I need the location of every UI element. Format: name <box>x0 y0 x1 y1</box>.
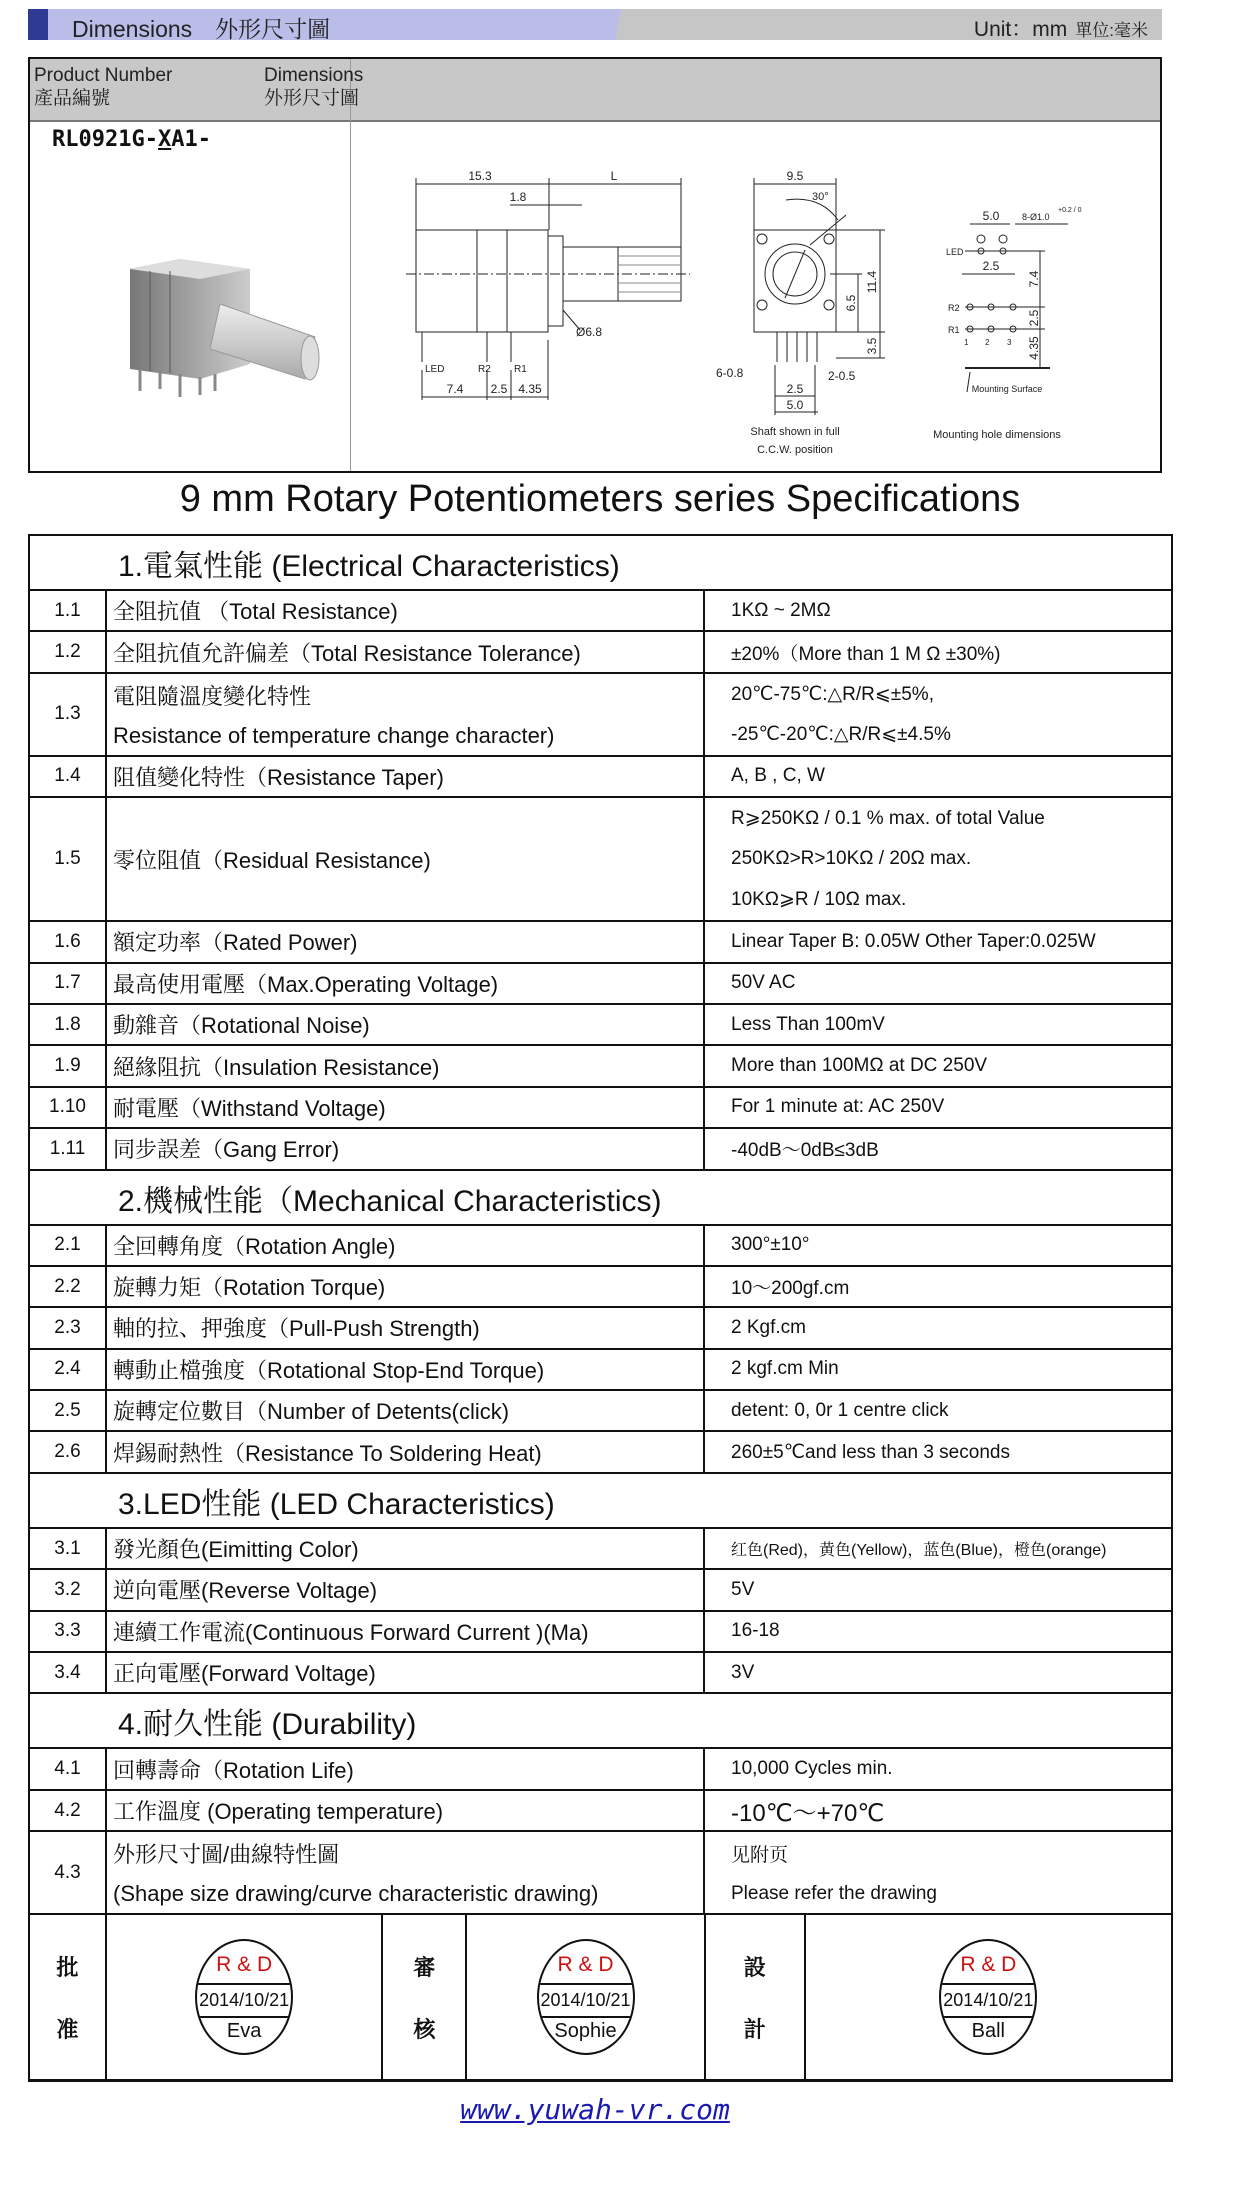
spec-number: 1.1 <box>30 591 107 630</box>
spec-number: 4.1 <box>30 1749 107 1788</box>
spec-value <box>705 798 1171 920</box>
spec-item <box>107 1570 705 1609</box>
spec-value <box>705 591 1171 630</box>
spec-number: 2.5 <box>30 1391 107 1430</box>
hole-dia-label: 8-Ø1.0 <box>1022 212 1050 222</box>
spec-item-label: 同步誤差（Gang Error) <box>113 1137 340 1163</box>
header-accent-square <box>28 9 48 40</box>
spec-value <box>705 1350 1171 1389</box>
dim-2-0-5: 2-0.5 <box>828 369 856 383</box>
spec-item-label: 阻值變化特性（Resistance Taper) <box>113 764 444 790</box>
pin-led-label: LED <box>425 364 445 375</box>
spec-item-label: 連續工作電流(Continuous Forward Current )(Ma) <box>113 1619 589 1645</box>
spec-row <box>30 922 1171 963</box>
spec-item-label: 逆向電壓(Reverse Voltage) <box>113 1578 378 1604</box>
spec-number: 3.2 <box>30 1570 107 1609</box>
page-title: 9 mm Rotary Potentiometers series Specifications <box>179 478 1021 520</box>
spec-item <box>107 1791 705 1830</box>
signature-label-top: 批 <box>56 1954 79 1980</box>
spec-row <box>30 1308 1171 1349</box>
pn-part: RL0921G- <box>52 127 158 152</box>
spec-item <box>107 1529 705 1568</box>
front-caption-1: Shaft shown in full <box>750 426 840 438</box>
spec-item <box>107 1832 705 1913</box>
spec-number: 1.3 <box>30 674 107 755</box>
spec-value-text: 1KΩ ~ 2MΩ <box>731 599 831 621</box>
spec-value-text: 红色(Red)，黄色(Yellow)，蓝色(Blue)，橙色(orange) <box>731 1542 1107 1560</box>
spec-number: 4.3 <box>30 1832 107 1913</box>
spec-value-text: 见附页 <box>731 1845 789 1867</box>
spec-item-label: 焊錫耐熱性（Resistance To Soldering Heat) <box>113 1440 542 1466</box>
spec-row <box>30 1529 1171 1570</box>
signature-label <box>706 1915 806 2079</box>
spec-value <box>705 1088 1171 1127</box>
spec-value-text: ±20%（More than 1 M Ω ±30%) <box>731 643 1001 665</box>
spec-number: 1.5 <box>30 798 107 920</box>
mounting-caption: Mounting hole dimensions <box>933 429 1061 441</box>
spec-row <box>30 1005 1171 1046</box>
spec-value-text: Please refer the drawing <box>731 1883 937 1905</box>
spec-value <box>705 1612 1171 1651</box>
dim-11-4: 11.4 <box>865 270 879 294</box>
spec-value <box>705 922 1171 961</box>
spec-value-text: 10,000 Cycles min. <box>731 1758 893 1780</box>
hole-dim-5-0: 5.0 <box>982 209 1000 223</box>
spec-row <box>30 798 1171 922</box>
header-unit <box>974 13 1148 43</box>
hole-dim-4-35: 4.35 <box>1027 336 1041 360</box>
spec-value-text: Less Than 100mV <box>731 1013 885 1035</box>
spec-row <box>30 1832 1171 1915</box>
spec-number: 2.1 <box>30 1226 107 1265</box>
spec-row <box>30 1088 1171 1129</box>
unit-label-cn: 單位:毫米 <box>1075 21 1148 40</box>
spec-item-label: 外形尺寸圖/曲線特性圖 <box>113 1842 340 1868</box>
spec-item-label: 全回轉角度（Rotation Angle) <box>113 1233 396 1259</box>
spec-item <box>107 1653 705 1692</box>
spec-item-label: 零位阻值（Residual Resistance) <box>113 847 431 873</box>
spec-value <box>705 1432 1171 1471</box>
spec-item <box>107 1226 705 1265</box>
spec-number: 1.4 <box>30 757 107 796</box>
stamp-date: 2014/10/21 <box>943 1990 1034 2011</box>
spec-value-text: -40dB～0dB≤3dB <box>731 1140 879 1162</box>
spec-number: 2.3 <box>30 1308 107 1347</box>
spec-item <box>107 1046 705 1085</box>
spec-row <box>30 1046 1171 1087</box>
spec-number: 1.2 <box>30 632 107 671</box>
spec-item-label: 工作溫度 (Operating temperature) <box>113 1799 444 1824</box>
signature-row <box>30 1915 1171 2082</box>
spec-item <box>107 1088 705 1127</box>
dimensions-header <box>264 64 363 110</box>
spec-value-text: 5V <box>731 1578 755 1600</box>
hole-tolerance: +0.2 / 0 <box>1058 207 1082 214</box>
spec-value <box>705 1129 1171 1168</box>
stamp-name: Sophie <box>539 2016 633 2053</box>
spec-item-label: 全阻抗值 （Total Resistance) <box>113 599 398 625</box>
spec-value <box>705 964 1171 1003</box>
spec-item-label: 正向電壓(Forward Voltage) <box>113 1661 376 1687</box>
spec-item-label: 額定功率（Rated Power) <box>113 930 358 956</box>
spec-item <box>107 1129 705 1168</box>
spec-row <box>30 1226 1171 1267</box>
spec-row <box>30 591 1171 632</box>
spec-item-label: 發光顏色(Eimitting Color) <box>113 1537 359 1563</box>
dimensions-table-header <box>30 59 1160 122</box>
spec-number: 2.4 <box>30 1350 107 1389</box>
spec-value-text: R⩾250KΩ / 0.1 % max. of total Value <box>731 808 1045 830</box>
spec-number: 1.7 <box>30 964 107 1003</box>
spec-item <box>107 591 705 630</box>
dim-L: L <box>610 169 618 183</box>
product-number-header <box>34 64 172 110</box>
section-header: 2.機械性能（Mechanical Characteristics) <box>30 1171 1171 1226</box>
stamp-department: R & D <box>197 1941 291 1985</box>
hole-r1-label: R1 <box>948 325 960 335</box>
spec-row <box>30 1432 1171 1473</box>
dim-15-3: 15.3 <box>468 169 492 183</box>
spec-item-label: 旋轉力矩（Rotation Torque) <box>113 1275 386 1301</box>
spec-value <box>705 1791 1171 1830</box>
spec-item <box>107 632 705 671</box>
spec-value-text: 50V AC <box>731 972 796 994</box>
spec-number: 1.8 <box>30 1005 107 1044</box>
spec-row <box>30 674 1171 757</box>
side-view <box>406 169 690 400</box>
spec-row <box>30 1749 1171 1790</box>
section-header: 1.電氣性能 (Electrical Characteristics) <box>30 536 1171 591</box>
approval-stamp <box>939 1939 1037 2055</box>
spec-item <box>107 798 705 920</box>
spec-value <box>705 1046 1171 1085</box>
stamp-date: 2014/10/21 <box>199 1990 290 2011</box>
hole-dim-2-5-v: 2.5 <box>1027 309 1041 327</box>
signature-label-top: 審 <box>413 1954 436 1980</box>
spec-value-text: 2 Kgf.cm <box>731 1316 806 1338</box>
spec-item <box>107 1391 705 1430</box>
website-link[interactable]: www.yuwah-vr.com <box>460 2093 730 2126</box>
spec-item-label: Resistance of temperature change character) <box>113 722 555 748</box>
product-number <box>52 127 211 152</box>
spec-item <box>107 1005 705 1044</box>
spec-number: 1.11 <box>30 1129 107 1168</box>
spec-row <box>30 757 1171 798</box>
product-photo <box>90 249 330 399</box>
hole-num-2: 2 <box>985 338 990 347</box>
spec-value <box>705 1267 1171 1306</box>
spec-item-label: 絕緣阻抗（Insulation Resistance) <box>113 1054 440 1080</box>
spec-number: 3.4 <box>30 1653 107 1692</box>
section-header: 3.LED性能 (LED Characteristics) <box>30 1474 1171 1529</box>
spec-value-text: 250KΩ>R>10KΩ / 20Ω max. <box>731 848 972 870</box>
signature-label-bottom: 計 <box>743 2016 766 2042</box>
dimension-drawing <box>349 118 1162 470</box>
signature-cell <box>806 1915 1171 2079</box>
signature-label-bottom: 核 <box>413 2016 436 2042</box>
spec-item <box>107 757 705 796</box>
spec-item-label: 軸的拉、押強度（Pull-Push Strength) <box>113 1316 480 1342</box>
spec-item <box>107 1308 705 1347</box>
spec-value <box>705 757 1171 796</box>
spec-value <box>705 632 1171 671</box>
dim-pin-5-0: 5.0 <box>786 398 804 412</box>
hole-num-1: 1 <box>964 338 969 347</box>
spec-number: 1.6 <box>30 922 107 961</box>
spec-value-text: 10～200gf.cm <box>731 1278 850 1300</box>
spec-row <box>30 1791 1171 1832</box>
stamp-department: R & D <box>941 1941 1035 1985</box>
signature-cell <box>467 1915 706 2079</box>
header-cn: 外形尺寸圖 <box>264 88 360 109</box>
section-header: 4.耐久性能 (Durability) <box>30 1694 1171 1749</box>
spec-value-text: detent: 0, 0r 1 centre click <box>731 1399 949 1421</box>
spec-value <box>705 1005 1171 1044</box>
spec-row <box>30 1391 1171 1432</box>
spec-item <box>107 674 705 755</box>
spec-number: 2.6 <box>30 1432 107 1471</box>
spec-value <box>705 1570 1171 1609</box>
dim-6-5: 6.5 <box>844 294 858 312</box>
pin-r2-label: R2 <box>478 364 491 375</box>
spec-value-text: 2 kgf.cm Min <box>731 1358 839 1380</box>
spec-item-label: 回轉壽命（Rotation Life) <box>113 1757 354 1783</box>
approval-stamp <box>195 1939 293 2055</box>
dim-9-5: 9.5 <box>786 169 804 183</box>
spec-item-label: 動雜音（Rotational Noise) <box>113 1013 370 1039</box>
spec-row <box>30 1570 1171 1611</box>
spec-value-text: A, B , C, W <box>731 765 825 787</box>
dim-shaft-dia: Ø6.8 <box>576 325 603 339</box>
spec-value <box>705 1832 1171 1913</box>
spec-value <box>705 1749 1171 1788</box>
pn-part: A1- <box>171 127 211 152</box>
signature-cell <box>107 1915 384 2079</box>
stamp-department: R & D <box>539 1941 633 1985</box>
dim-7-4: 7.4 <box>446 382 464 396</box>
specifications-table <box>28 534 1173 2082</box>
dim-3-5: 3.5 <box>865 337 879 355</box>
spec-row <box>30 1129 1171 1170</box>
stamp-name: Eva <box>197 2016 291 2053</box>
front-view <box>716 169 885 456</box>
spec-item-label: 電阻隨溫度變化特性 <box>113 683 312 709</box>
dim-4-35: 4.35 <box>518 382 542 396</box>
spec-value <box>705 1529 1171 1568</box>
spec-item <box>107 1267 705 1306</box>
spec-value-text: Linear Taper B: 0.05W Other Taper:0.025W <box>731 930 1096 952</box>
spec-value <box>705 1308 1171 1347</box>
spec-item-label: (Shape size drawing/curve characteristic drawing) <box>113 1881 599 1907</box>
spec-value-text: More than 100MΩ at DC 250V <box>731 1055 988 1077</box>
spec-number: 2.2 <box>30 1267 107 1306</box>
spec-item-label: 轉動止檔強度（Rotational Stop-End Torque) <box>113 1357 545 1383</box>
hole-num-3: 3 <box>1007 338 1012 347</box>
signature-label <box>383 1915 467 2079</box>
approval-stamp <box>537 1939 635 2055</box>
spec-number: 3.1 <box>30 1529 107 1568</box>
spec-item <box>107 1350 705 1389</box>
signature-label-top: 設 <box>743 1954 766 1980</box>
spec-value-text: -10℃～+70℃ <box>731 1800 885 1827</box>
spec-value-text: For 1 minute at: AC 250V <box>731 1096 945 1118</box>
spec-value-text: 10KΩ⩾R / 10Ω max. <box>731 889 907 911</box>
header-en: Product Number <box>34 65 173 86</box>
header-title: Dimensions 外形尺寸圖 <box>72 16 331 42</box>
spec-row <box>30 632 1171 673</box>
spec-row <box>30 1350 1171 1391</box>
spec-value <box>705 1653 1171 1692</box>
spec-item-label: 耐電壓（Withstand Voltage) <box>113 1095 386 1121</box>
spec-row <box>30 1653 1171 1694</box>
header-cn: 產品編號 <box>34 88 111 109</box>
signature-label-bottom: 准 <box>56 2016 79 2042</box>
spec-number: 1.10 <box>30 1088 107 1127</box>
spec-value-text: 16-18 <box>731 1620 780 1642</box>
hole-r2-label: R2 <box>948 303 960 313</box>
spec-item <box>107 1432 705 1471</box>
mounting-hole-view <box>933 207 1082 441</box>
unit-label: Unit：mm <box>973 18 1068 41</box>
spec-item-label: 旋轉定位數目（Number of Detents(click) <box>113 1399 510 1425</box>
spec-item <box>107 1749 705 1788</box>
section-header-bar <box>28 9 1162 40</box>
pin-r1-label: R1 <box>514 364 527 375</box>
spec-value-text: -25℃-20℃:△R/R⩽±4.5% <box>731 724 951 746</box>
spec-number: 1.9 <box>30 1046 107 1085</box>
signature-label <box>30 1915 107 2079</box>
dim-6-0-8: 6-0.8 <box>716 366 744 380</box>
spec-number: 4.2 <box>30 1791 107 1830</box>
dim-pin-2-5: 2.5 <box>786 382 804 396</box>
dim-2-5: 2.5 <box>490 382 508 396</box>
hole-dim-7-4: 7.4 <box>1027 270 1041 288</box>
spec-item-label: 最高使用電壓（Max.Operating Voltage) <box>113 971 499 997</box>
spec-item <box>107 922 705 961</box>
dim-angle: 30° <box>812 191 829 203</box>
hole-led-label: LED <box>946 247 964 257</box>
spec-value-text: 300°±10° <box>731 1234 810 1256</box>
header-en: Dimensions <box>264 65 364 86</box>
spec-value <box>705 1226 1171 1265</box>
spec-value-text: 20℃-75℃:△R/R⩽±5%, <box>731 683 934 705</box>
spec-value <box>705 674 1171 755</box>
spec-number: 3.3 <box>30 1612 107 1651</box>
stamp-date: 2014/10/21 <box>540 1990 631 2011</box>
spec-item <box>107 964 705 1003</box>
spec-row <box>30 1612 1171 1653</box>
pn-variable: X <box>157 127 172 152</box>
spec-item-label: 全阻抗值允許偏差（Total Resistance Tolerance) <box>113 640 581 666</box>
hole-dim-2-5: 2.5 <box>982 259 1000 273</box>
spec-item <box>107 1612 705 1651</box>
spec-row <box>30 964 1171 1005</box>
spec-value-text: 260±5℃and less than 3 seconds <box>731 1441 1010 1463</box>
mounting-surface-label: Mounting Surface <box>971 384 1043 394</box>
dim-1-8: 1.8 <box>509 190 527 204</box>
stamp-name: Ball <box>941 2016 1035 2053</box>
spec-row <box>30 1267 1171 1308</box>
spec-value <box>705 1391 1171 1430</box>
spec-value-text: 3V <box>731 1661 755 1683</box>
front-caption-2: C.C.W. position <box>757 444 833 456</box>
